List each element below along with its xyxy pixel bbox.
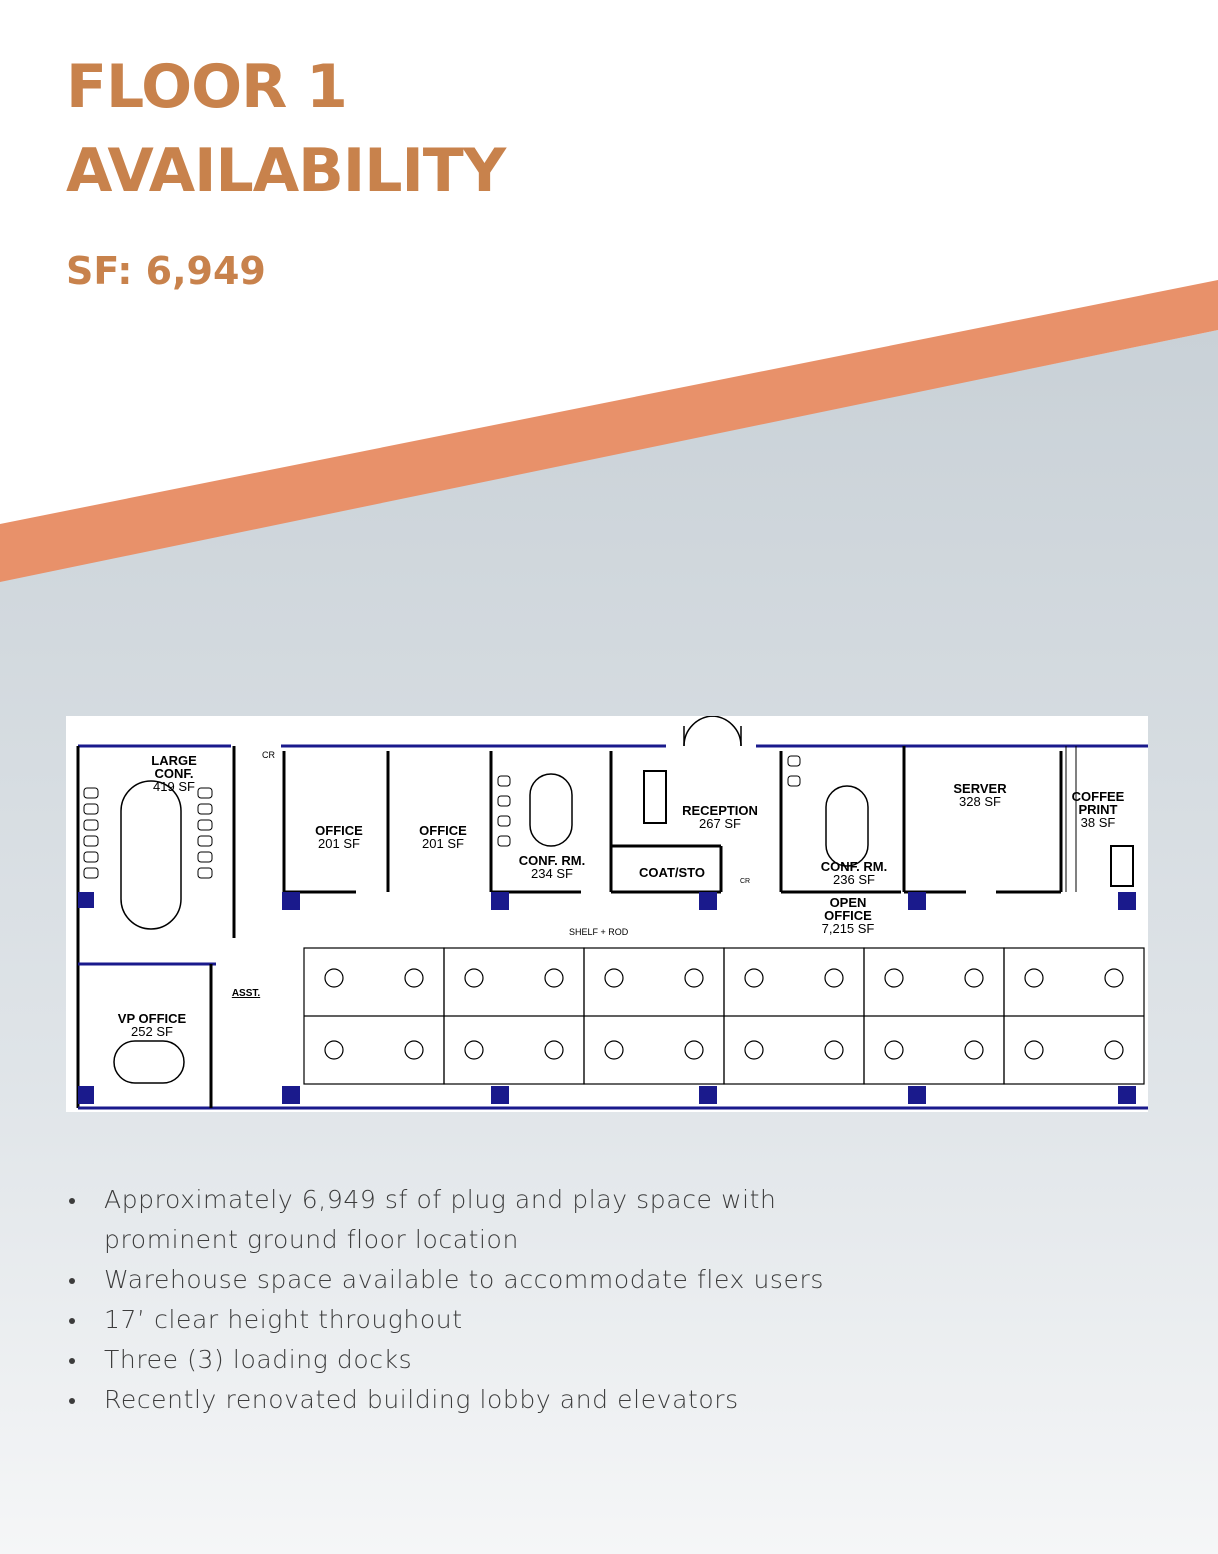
chair-icon bbox=[545, 969, 563, 987]
room-open-office bbox=[822, 896, 875, 935]
room-name: COFFEE PRINT bbox=[1071, 789, 1125, 817]
chair-icon bbox=[745, 969, 763, 987]
chair-icon bbox=[405, 1041, 423, 1059]
room-name: OFFICE bbox=[419, 823, 467, 838]
floor-plan bbox=[66, 716, 1148, 1112]
chair-icon bbox=[605, 969, 623, 987]
room-name: LARGE CONF. bbox=[151, 753, 197, 781]
chair-icon bbox=[965, 969, 983, 987]
room-area: 38 SF bbox=[1080, 815, 1116, 830]
chair-icon bbox=[405, 969, 423, 987]
feature-text: Approximately 6,949 sf of plug and play space with prominent ground floor location bbox=[104, 1185, 777, 1254]
feature-text: 17’ clear height throughout bbox=[104, 1305, 463, 1334]
room-name: CONF. RM. bbox=[518, 853, 586, 868]
chair-icon bbox=[545, 1041, 563, 1059]
features-list bbox=[66, 1180, 886, 1420]
chair-icon bbox=[1025, 969, 1043, 987]
room-area: 328 SF bbox=[959, 794, 1001, 809]
bullet-icon bbox=[69, 1318, 75, 1324]
room-server bbox=[953, 782, 1006, 808]
room-name: COAT/STO bbox=[639, 865, 705, 880]
room-large-conf bbox=[151, 754, 197, 793]
room-coat-sto bbox=[639, 866, 705, 879]
feature-item bbox=[66, 1300, 886, 1340]
feature-text: Warehouse space available to accommodate flex users bbox=[104, 1265, 825, 1294]
room-conf-rm-1 bbox=[519, 854, 585, 880]
chair-icon bbox=[325, 1041, 343, 1059]
shelf-rod-note: SHELF + ROD bbox=[569, 927, 629, 937]
cr-note-1: CR bbox=[262, 750, 275, 760]
floor-plan-drawing bbox=[66, 716, 1148, 1112]
room-area: 236 SF bbox=[833, 872, 875, 887]
feature-item bbox=[66, 1340, 886, 1380]
chair-icon bbox=[825, 1041, 843, 1059]
bullet-icon bbox=[69, 1198, 75, 1204]
chair-icon bbox=[465, 1041, 483, 1059]
page-title-line-1: FLOOR 1 bbox=[66, 52, 347, 122]
feature-text: Recently renovated building lobby and elevators bbox=[104, 1385, 739, 1414]
bullet-icon bbox=[69, 1278, 75, 1284]
chair-icon bbox=[885, 1041, 903, 1059]
room-conf-rm-2 bbox=[821, 860, 887, 886]
chair-icon bbox=[605, 1041, 623, 1059]
chair-icon bbox=[685, 1041, 703, 1059]
room-office-2 bbox=[419, 824, 467, 850]
feature-text: Three (3) loading docks bbox=[104, 1345, 413, 1374]
chair-icon bbox=[825, 969, 843, 987]
feature-item bbox=[66, 1180, 886, 1260]
square-footage: SF: 6,949 bbox=[66, 249, 266, 293]
chair-icon bbox=[465, 969, 483, 987]
room-area: 201 SF bbox=[318, 836, 360, 851]
room-name: SERVER bbox=[953, 781, 1007, 796]
room-area: 252 SF bbox=[131, 1024, 173, 1039]
room-coffee-print bbox=[1072, 790, 1125, 829]
room-area: 267 SF bbox=[699, 816, 741, 831]
page-title-line-2: AVAILABILITY bbox=[66, 136, 506, 206]
chair-icon bbox=[685, 969, 703, 987]
room-reception bbox=[682, 804, 758, 830]
room-area: 201 SF bbox=[422, 836, 464, 851]
room-name: RECEPTION bbox=[682, 803, 758, 818]
room-area: 234 SF bbox=[531, 866, 573, 881]
room-area: 7,215 SF bbox=[821, 921, 875, 936]
room-name: CONF. RM. bbox=[820, 859, 888, 874]
room-name: ASST. bbox=[231, 988, 261, 999]
chair-icon bbox=[1105, 1041, 1123, 1059]
feature-item bbox=[66, 1260, 886, 1300]
room-name: OFFICE bbox=[315, 823, 363, 838]
room-name: VP OFFICE bbox=[117, 1011, 187, 1026]
chair-icon bbox=[965, 1041, 983, 1059]
room-area: 419 SF bbox=[153, 779, 195, 794]
room-name: OPEN OFFICE bbox=[824, 895, 872, 923]
chair-icon bbox=[885, 969, 903, 987]
chair-icon bbox=[325, 969, 343, 987]
chair-icon bbox=[1105, 969, 1123, 987]
room-asst bbox=[232, 987, 260, 1000]
room-vp-office bbox=[118, 1012, 186, 1038]
bullet-icon bbox=[69, 1398, 75, 1404]
cr-note-2: CR bbox=[740, 878, 751, 885]
bullet-icon bbox=[69, 1358, 75, 1364]
chair-icon bbox=[745, 1041, 763, 1059]
feature-item bbox=[66, 1380, 886, 1420]
room-office-1 bbox=[315, 824, 363, 850]
chair-icon bbox=[1025, 1041, 1043, 1059]
